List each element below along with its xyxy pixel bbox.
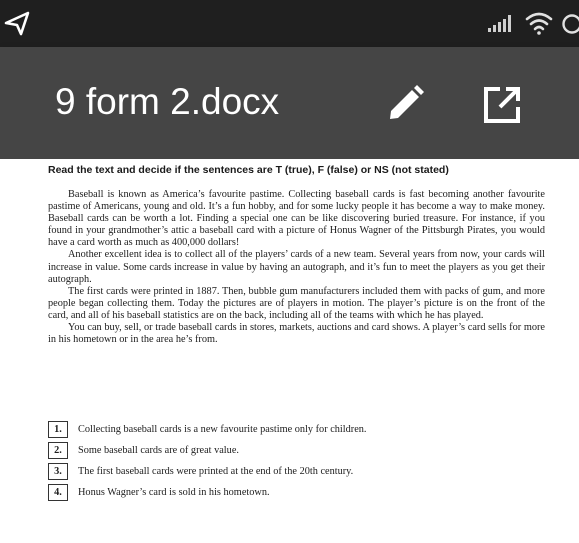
wifi-icon	[525, 11, 553, 35]
statement-item	[48, 419, 367, 440]
signal-icon	[486, 13, 516, 33]
paragraph: The first cards were printed in 1887. Then, bubble gum manufacturers included them with packs of gum, and more people began collecting them. Today the pictures are of players in motion. The player’s picture is on the front of the card, and all of his baseball statistics are on the back, including all of the teams with which he has played.	[48, 285, 545, 321]
statement-item	[48, 461, 367, 482]
statement-text: Honus Wagner’s card is sold in his hometown.	[78, 487, 270, 498]
statement-item	[48, 440, 367, 461]
statement-number: 1.	[48, 421, 68, 438]
statement-text: Collecting baseball cards is a new favourite pastime only for children.	[78, 424, 367, 435]
statement-text: The first baseball cards were printed at the end of the 20th century.	[78, 466, 354, 477]
statement-item	[48, 482, 367, 503]
paragraph: Baseball is known as America’s favourite pastime. Collecting baseball cards is fast becoming another favourite pastime of Americans, young and old. It’s a fun hobby, and for some lucky people it has become a way to make money. Baseball cards can be worth a lot. Finding a special one can be like discovering buried treasure. For instance, if you found in your grandmother’s attic a baseball card with a picture of Honus Wagner of the Pittsburgh Pirates, you would have a card worth as much as 400,000 dollars!	[48, 189, 545, 249]
document-title: 9 form 2.docx	[55, 81, 280, 122]
open-in-new-icon[interactable]	[480, 83, 524, 127]
task-instruction: Read the text and decide if the sentences are T (true), F (false) or NS (not stated)	[48, 164, 449, 176]
pencil-icon[interactable]	[383, 82, 427, 126]
circle-icon	[561, 13, 579, 35]
statement-number: 3.	[48, 463, 68, 480]
document-page	[0, 159, 579, 543]
status-bar	[0, 0, 579, 47]
statement-list	[48, 419, 367, 503]
paragraph: Another excellent idea is to collect all of the players’ cards of a new team. Several years from now, your cards will increase in value. Some cards increase in value by having an autograph, and it’s fun to meet the players as you get their autograph.	[48, 249, 545, 285]
statement-number: 4.	[48, 484, 68, 501]
statement-text: Some baseball cards are of great value.	[78, 445, 239, 456]
send-icon	[4, 10, 30, 36]
statement-number: 2.	[48, 442, 68, 459]
reading-passage	[48, 189, 545, 346]
paragraph: You can buy, sell, or trade baseball cards in stores, markets, auctions and card shows. A player’s card sells for more in his hometown or in the area he’s from.	[48, 322, 545, 346]
app-bar	[0, 47, 579, 159]
